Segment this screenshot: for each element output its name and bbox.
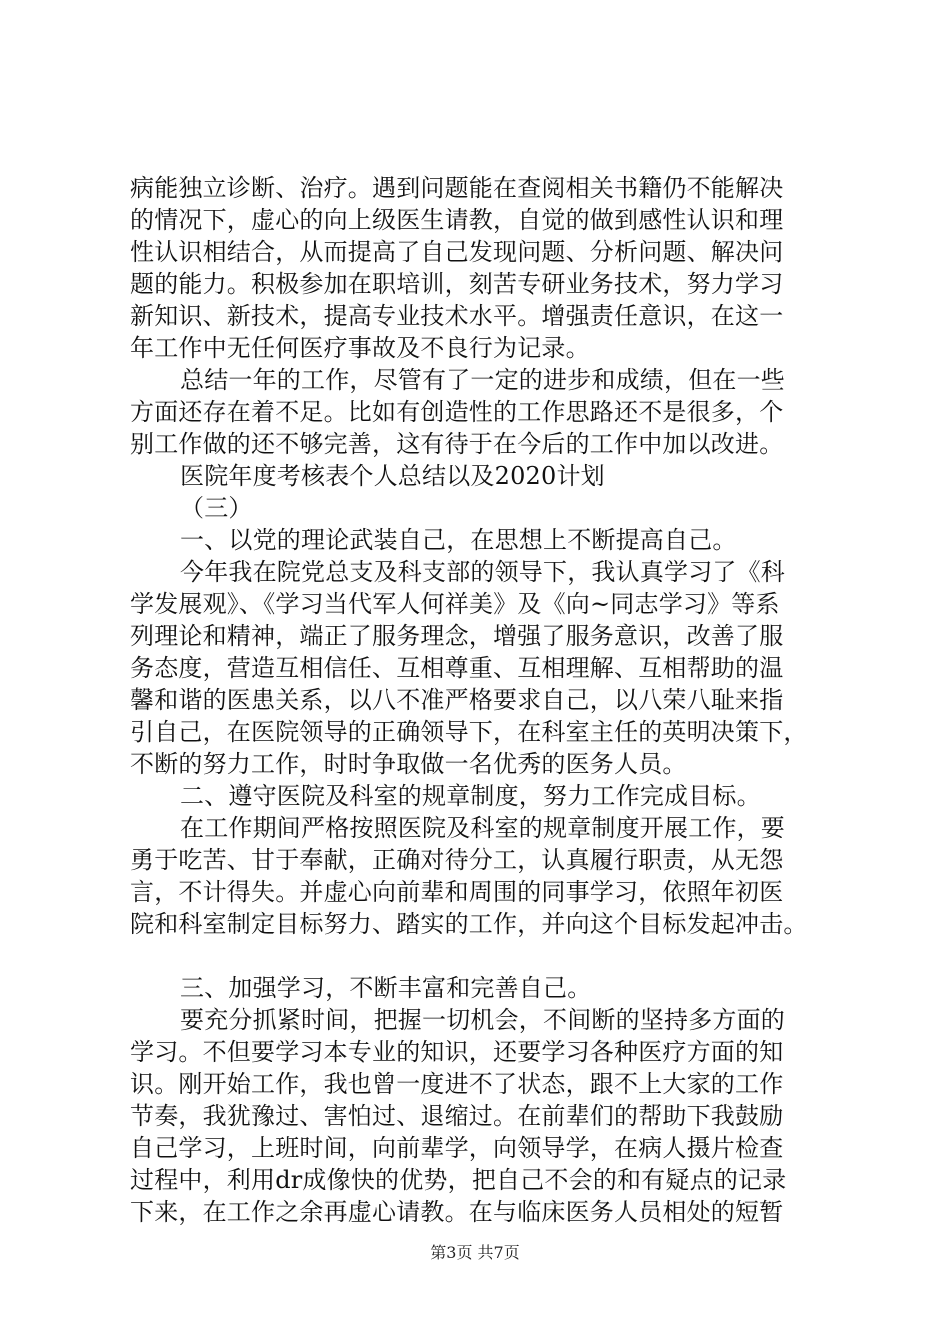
text-line: 列理论和精神，端正了服务理念，增强了服务意识，改善了服: [130, 622, 784, 650]
text-line: 方面还存在着不足。比如有创造性的工作思路还不是很多，个: [130, 398, 784, 426]
text-line: 今年我在院党总支及科支部的领导下，我认真学习了《科: [180, 558, 785, 586]
text-line: 勇于吃苦、甘于奉献，正确对待分工，认真履行职责，从无怨: [130, 846, 784, 874]
text-line: 言，不计得失。并虚心向前辈和周围的同事学习，依照年初医: [130, 878, 784, 906]
text-line: 节奏，我犹豫过、害怕过、退缩过。在前辈们的帮助下我鼓励: [130, 1102, 784, 1130]
section-heading: 三、加强学习，不断丰富和完善自己。: [180, 974, 592, 1002]
text-line: 在工作期间严格按照医院及科室的规章制度开展工作，要: [180, 814, 785, 842]
text-line: 新知识、新技术，提高专业技术水平。增强责任意识，在这一: [130, 302, 784, 330]
text-line: 总结一年的工作，尽管有了一定的进步和成绩，但在一些: [180, 366, 785, 394]
text-line: 过程中，利用dr成像快的优势，把自己不会的和有疑点的记录: [130, 1166, 787, 1194]
section-number: （三）: [180, 494, 253, 522]
text-line: 自己学习，上班时间，向前辈学，向领导学，在病人摄片检查: [130, 1134, 784, 1162]
section-heading: 一、以党的理论武装自己，在思想上不断提高自己。: [180, 526, 737, 554]
text-line: 别工作做的还不够完善，这有待于在今后的工作中加以改进。: [130, 430, 784, 458]
text-line: 务态度，营造互相信任、互相尊重、互相理解、互相帮助的温: [130, 654, 784, 682]
text-line: 下来，在工作之余再虚心请教。在与临床医务人员相处的短暂: [130, 1198, 784, 1226]
text-line: 要充分抓紧时间，把握一切机会，不间断的坚持多方面的: [180, 1006, 785, 1034]
text-line: 引自己，在医院领导的正确领导下，在科室主任的英明决策下，: [130, 718, 808, 746]
text-line: 病能独立诊断、治疗。遇到问题能在查阅相关书籍仍不能解决: [130, 174, 784, 202]
text-line: 馨和谐的医患关系，以八不准严格要求自己，以八荣八耻来指: [130, 686, 784, 714]
text-line: 学发展观》、《学习当代军人何祥美》及《向~同志学习》等系: [130, 590, 780, 618]
text-line: 院和科室制定目标努力、踏实的工作，并向这个目标发起冲击。: [130, 910, 808, 938]
section-title: 医院年度考核表个人总结以及2020计划: [180, 462, 605, 490]
text-line: 的情况下，虚心的向上级医生请教，自觉的做到感性认识和理: [130, 206, 784, 234]
text-line: 年工作中无任何医疗事故及不良行为记录。: [130, 334, 590, 362]
text-line: 题的能力。积极参加在职培训，刻苦专研业务技术，努力学习: [130, 270, 784, 298]
text-line: 不断的努力工作，时时争取做一名优秀的医务人员。: [130, 750, 687, 778]
text-line: 学习。不但要学习本专业的知识，还要学习各种医疗方面的知: [130, 1038, 784, 1066]
text-line: 识。刚开始工作，我也曾一度进不了状态，跟不上大家的工作: [130, 1070, 784, 1098]
section-heading: 二、遵守医院及科室的规章制度，努力工作完成目标。: [180, 782, 761, 810]
page-footer: 第3页 共7页: [430, 1243, 520, 1262]
text-line: 性认识相结合，从而提高了自己发现问题、分析问题、解决问: [130, 238, 784, 266]
